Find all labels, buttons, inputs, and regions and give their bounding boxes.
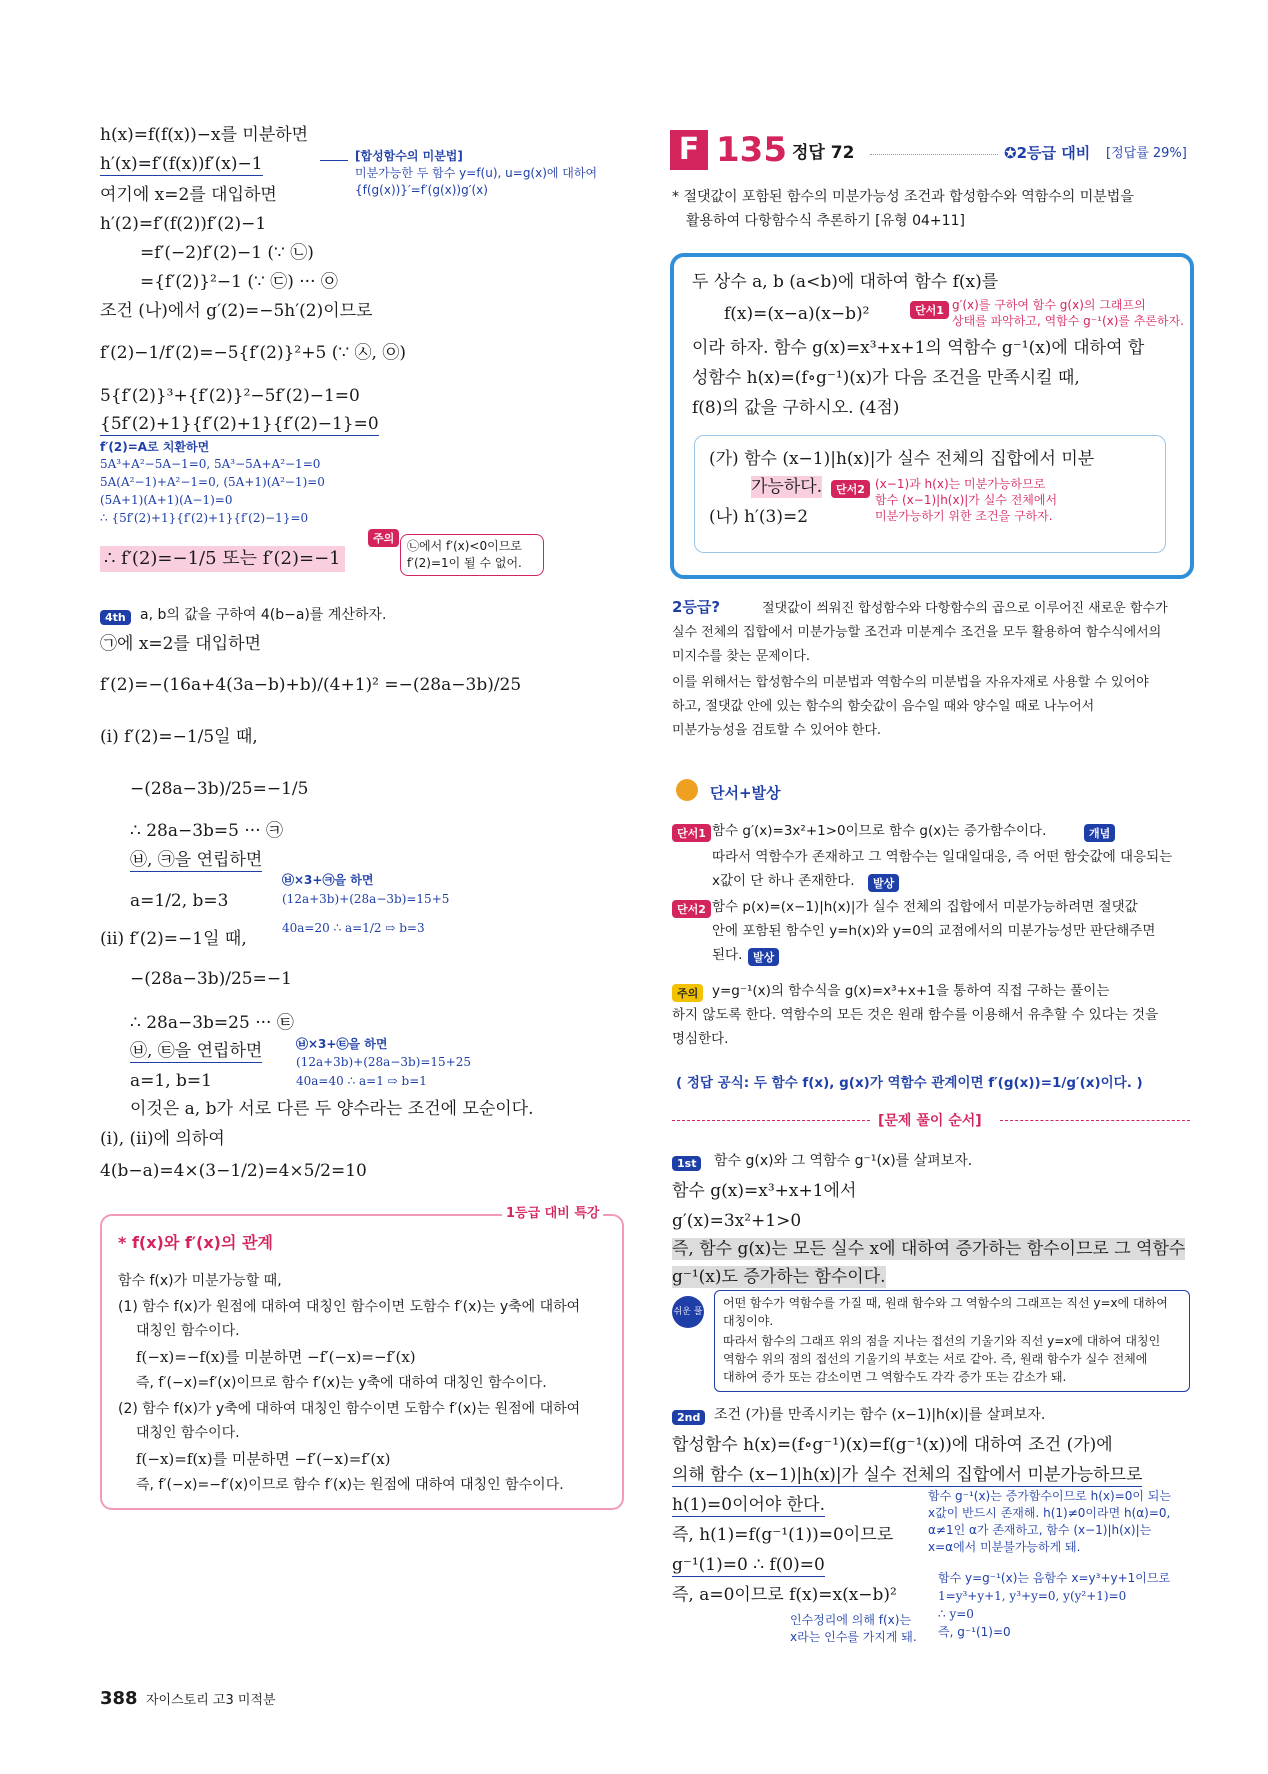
- clue-note: 함수 (x−1)|h(x)|가 실수 전체에서: [875, 493, 1058, 507]
- solution-line: 즉, 함수 g(x)는 모든 실수 x에 대하여 증가하는 함수이므로 그 역함수: [672, 1239, 1186, 1259]
- tip-line: 대칭인 함수이다.: [136, 1425, 240, 1441]
- side-note: 1=y³+y+1, y³+y=0, y(y²+1)=0: [938, 1589, 1127, 1603]
- sub-note: (5A+1)(A+1)(A−1)=0: [100, 493, 233, 507]
- easy-line: 어떤 함수가 역함수를 가질 때, 원래 함수와 그 역함수의 그래프는 직선 y=x에 대하여: [723, 1296, 1168, 1310]
- tip-line: (1) 함수 f(x)가 원점에 대하여 대칭인 함수이면 도함수 f′(x)는 y축에 대하여: [118, 1299, 581, 1315]
- side-note: x=α에서 미분불가능하게 돼.: [928, 1540, 1081, 1554]
- problem-number: 135: [716, 130, 787, 170]
- why-line: 절댓값이 씌워진 합성함수와 다항함수의 곱으로 이루어진 새로운 함수가: [762, 601, 1168, 616]
- tip-line: f(−x)=−f(x)를 미분하면 −f′(−x)=−f′(x): [136, 1348, 416, 1366]
- warning-tag: 주의: [672, 982, 703, 1002]
- easy-line: 역함수 위의 점의 접선의 기울기의 부호는 서로 같아. 즉, 원래 함수가 실수 전체에: [723, 1352, 1148, 1366]
- clue-line: 따라서 역함수가 존재하고 그 역함수는 일대일대응, 즉 어떤 함숫값에 대응되는: [712, 849, 1173, 865]
- eq-line: 4(b−a)=4×(3−1/2)=4×5/2=10: [100, 1161, 367, 1181]
- step-title: a, b의 값을 구하여 4(b−a)를 계산하자.: [140, 607, 387, 623]
- side-note: 40a=40 ∴ a=1 ⇨ b=1: [296, 1074, 427, 1088]
- answer-label: 정답 72: [792, 143, 855, 163]
- why-line: 이를 위해서는 합성함수의 미분법과 역함수의 미분법을 자유자재로 사용할 수 있어야: [672, 675, 1149, 690]
- eq-line: (i), (ii)에 의하여: [100, 1129, 225, 1149]
- tip-line: 함수 f(x)가 미분가능할 때,: [118, 1273, 282, 1289]
- page-number: 388: [100, 1688, 138, 1709]
- tip-line: f(−x)=f(x)를 미분하면 −f′(−x)=f′(x): [136, 1450, 391, 1468]
- why-line: 실수 전체의 집합에서 미분가능할 조건과 미분계수 조건을 모두 활용하여 함수식에서의: [672, 625, 1162, 640]
- eq-line: 이것은 a, b가 서로 다른 두 양수라는 조건에 모순이다.: [130, 1099, 534, 1119]
- clue-tag: 단서1: [910, 299, 949, 319]
- problem-badge: F: [670, 130, 708, 170]
- side-note: x값이 반드시 존재해. h(1)≠0이라면 h(α)=0,: [928, 1506, 1171, 1520]
- eq-line: −(28a−3b)/25=−1: [130, 969, 292, 989]
- solution-line: 함수 g(x)=x³+x+1에서: [672, 1181, 857, 1201]
- tip-line: 즉, f′(−x)=f′(x)이므로 함수 f′(x)는 y축에 대하여 대칭인 함수이다.: [136, 1375, 547, 1391]
- solution-line: g⁻¹(x)도 증가하는 함수이다.: [672, 1267, 886, 1287]
- eq-line: −(28a−3b)/25=−1/5: [130, 779, 309, 799]
- eq-line: ∴ 28a−3b=5 ··· ㉪: [130, 821, 284, 841]
- easy-solution-tag: 쉬운 풀이: [672, 1296, 704, 1328]
- eq-line: 5{f′(2)}³+{f′(2)}²−5f′(2)−1=0: [100, 386, 360, 406]
- order-title: [문제 풀이 순서]: [878, 1113, 982, 1129]
- easy-line: 대칭이야.: [723, 1314, 774, 1328]
- question-line: 두 상수 a, b (a<b)에 대하여 함수 f(x)를: [692, 272, 999, 292]
- eq-line: ={f′(2)}²−1 (∵ ㉢) ··· ㉧: [140, 272, 338, 292]
- clue-note: g′(x)를 구하여 함수 g(x)의 그래프의: [952, 298, 1146, 312]
- why-line: 미지수를 찾는 문제이다.: [672, 649, 810, 664]
- connector-line: [320, 160, 348, 161]
- eq-line: a=1, b=1: [130, 1071, 212, 1091]
- idea-tag: 발상: [868, 872, 899, 892]
- dashed-divider: [1000, 1120, 1190, 1121]
- side-note: (12a+3b)+(28a−3b)=15+5: [282, 892, 450, 906]
- dashed-divider: [672, 1120, 870, 1121]
- step-tag: 1st: [672, 1152, 701, 1171]
- side-note: 즉, g⁻¹(1)=0: [938, 1625, 1011, 1639]
- book-title: 자이스토리 고3 미적분: [146, 1693, 276, 1708]
- clue-note: (x−1)과 h(x)는 미분가능하므로: [875, 477, 1046, 491]
- tip-box: [100, 1206, 624, 1510]
- solution-line: 즉, h(1)=f(g⁻¹(1))=0이므로: [672, 1525, 894, 1545]
- eq-line: 여기에 x=2를 대입하면: [100, 185, 277, 205]
- warning-line: 하지 않도록 한다. 역함수의 모든 것은 원래 함수를 이용해서 유추할 수 있다는 것을: [672, 1007, 1159, 1023]
- why-title: 2등급?: [672, 598, 721, 616]
- tip-line: (2) 함수 f(x)가 y축에 대하여 대칭인 함수이면 도함수 f′(x)는 원점에 대하여: [118, 1401, 581, 1417]
- sub-note: 5A³+A²−5A−1=0, 5A³−5A+A²−1=0: [100, 457, 321, 471]
- eq-line: =f′(−2)f′(2)−1 (∵ ㉡): [140, 243, 314, 263]
- condition-box: [694, 435, 1166, 553]
- eq-line: (i) f′(2)=−1/5일 때,: [100, 727, 258, 747]
- step-tag: 4th: [100, 606, 131, 625]
- eq-line: ㉥, ㉪을 연립하면: [130, 850, 263, 870]
- warning-text: ㉡에서 f′(x)<0이므로: [407, 539, 522, 553]
- clue-tag: 단서2: [831, 478, 870, 498]
- clue-tag: 단서1: [672, 822, 711, 842]
- warning-tag: 주의: [368, 527, 399, 547]
- side-note: 40a=20 ∴ a=1/2 ⇨ b=3: [282, 921, 425, 935]
- solution-line: 합성함수 h(x)=(f∘g⁻¹)(x)=f(g⁻¹(x))에 대하여 조건 (가)에: [672, 1435, 1113, 1455]
- step-title: 조건 (가)를 만족시키는 함수 (x−1)|h(x)|를 살펴보자.: [714, 1407, 1046, 1423]
- clue-line: 안에 포함된 함수인 y=h(x)와 y=0의 교점에서의 미분가능성만 판단해주면: [712, 923, 1156, 939]
- tip-box-title: * f(x)와 f′(x)의 관계: [118, 1233, 273, 1252]
- formula-line: ( 정답 공식: 두 함수 f(x), g(x)가 역함수 관계이면 f′(g(x))=1/g′(x)이다. ): [676, 1075, 1143, 1091]
- question-box: [670, 253, 1194, 579]
- warning-line: y=g⁻¹(x)의 함수식을 g(x)=x³+x+1을 통하여 직접 구하는 풀이는: [712, 983, 1110, 999]
- side-note: ㉥×3+㉪을 하면: [282, 873, 374, 887]
- rate-label: [정답률 29%]: [1106, 146, 1187, 161]
- question-line: f(x)=(x−a)(x−b)²: [724, 304, 870, 324]
- clue-tag: 단서2: [672, 898, 711, 918]
- side-note-title: [합성함수의 미분법]: [355, 149, 463, 163]
- eq-line: h′(2)=f′(f(2))f′(2)−1: [100, 214, 267, 234]
- clue-line: x값이 단 하나 존재한다.: [712, 873, 855, 889]
- solution-line: h(1)=0이어야 한다.: [672, 1495, 826, 1515]
- eq-line: 조건 (나)에서 g′(2)=−5h′(2)이므로: [100, 301, 373, 321]
- tip-line: 즉, f′(−x)=−f′(x)이므로 함수 f′(x)는 원점에 대하여 대칭인 함수이다.: [136, 1477, 564, 1493]
- dotted-leader: [870, 154, 998, 155]
- warning-line: 명심한다.: [672, 1031, 729, 1047]
- eq-line: ㉠에 x=2를 대입하면: [100, 634, 261, 654]
- result-line: ∴ f′(2)=−1/5 또는 f′(2)=−1: [100, 546, 345, 572]
- easy-line: 대하여 증가 또는 감소이면 그 역함수도 각각 증가 또는 감소가 돼.: [723, 1370, 1067, 1384]
- question-line: f(8)의 값을 구하시오. (4점): [692, 398, 900, 418]
- side-note: {f(g(x))}′=f′(g(x))g′(x): [355, 183, 488, 197]
- intro-line: * 절댓값이 포함된 함수의 미분가능성 조건과 합성함수와 역함수의 미분법을: [672, 189, 1134, 205]
- warning-text: f′(2)=1이 될 수 없어.: [407, 556, 522, 570]
- clue-section-title: 단서+발상: [710, 784, 781, 802]
- idea-tag: 발상: [748, 946, 779, 966]
- question-line: 성함수 h(x)=(f∘g⁻¹)(x)가 다음 조건을 만족시킬 때,: [692, 368, 1080, 388]
- solution-line: g′(x)=3x²+1>0: [672, 1211, 802, 1231]
- side-note: x라는 인수를 가지게 돼.: [790, 1630, 917, 1644]
- step-title: 함수 g(x)와 그 역함수 g⁻¹(x)를 살펴보자.: [714, 1153, 973, 1169]
- side-note: ∴ y=0: [938, 1607, 974, 1621]
- sub-note: ∴ {5f′(2)+1}{f′(2)+1}{f′(2)−1}=0: [100, 511, 309, 525]
- eq-line: a=1/2, b=3: [130, 891, 229, 911]
- grade-label: [1004, 142, 1090, 164]
- side-note: α≠1인 α가 존재하고, 함수 (x−1)|h(x)|는: [928, 1523, 1152, 1537]
- eq-line: ∴ 28a−3b=25 ··· ㉫: [130, 1013, 294, 1033]
- side-note: 함수 g⁻¹(x)는 증가함수이므로 h(x)=0이 되는: [928, 1489, 1171, 1503]
- clue-note: 상태를 파악하고, 역함수 g⁻¹(x)를 추론하자.: [952, 314, 1184, 328]
- warning-box: [400, 534, 544, 576]
- sub-note: 5A(A²−1)+A²−1=0, (5A+1)(A²−1)=0: [100, 475, 325, 489]
- side-note: 미분가능한 두 함수 y=f(u), u=g(x)에 대하여: [355, 166, 598, 180]
- tip-line: 대칭인 함수이다.: [136, 1323, 240, 1339]
- eq-line: h(x)=f(f(x))−x를 미분하면: [100, 125, 309, 145]
- question-line: 이라 하자. 함수 g(x)=x³+x+1의 역함수 g⁻¹(x)에 대하여 합: [692, 338, 1145, 358]
- eq-line: ㉥, ㉫을 연립하면: [130, 1041, 263, 1061]
- eq-line: f′(2)=−(16a+4(3a−b)+b)/(4+1)² =−(28a−3b)/25: [100, 675, 522, 695]
- eq-line: h′(x)=f′(f(x))f′(x)−1: [100, 154, 263, 174]
- concept-tag: 개념: [1084, 822, 1115, 842]
- easy-line: 따라서 함수의 그래프 위의 점을 지나는 접선의 기울기와 직선 y=x에 대하여 대칭인: [723, 1334, 1161, 1348]
- condition-line: (가) 함수 (x−1)|h(x)|가 실수 전체의 집합에서 미분: [709, 449, 1095, 469]
- side-note: 함수 y=g⁻¹(x)는 음함수 x=y³+y+1이므로: [938, 1571, 1171, 1585]
- grade-text: 2등급 대비: [1016, 144, 1091, 162]
- eq-line: (ii) f′(2)=−1일 때,: [100, 929, 247, 949]
- side-note: 인수정리에 의해 f(x)는: [790, 1613, 912, 1627]
- clue-note: 미분가능하기 위한 조건을 구하자.: [875, 509, 1053, 523]
- sub-note-title: f′(2)=A로 치환하면: [100, 440, 210, 454]
- clue-line: 함수 g′(x)=3x²+1>0이므로 함수 g(x)는 증가함수이다.: [712, 823, 1047, 839]
- condition-line: (나) h′(3)=2: [709, 507, 809, 527]
- lightbulb-icon: [676, 779, 698, 801]
- side-note: ㉥×3+㉫을 하면: [296, 1037, 388, 1051]
- why-line: 하고, 절댓값 안에 있는 함수의 함숫값이 음수일 때와 양수일 때로 나누어서: [672, 699, 1095, 714]
- clue-line: 된다.: [712, 947, 743, 963]
- clue-line: 함수 p(x)=(x−1)|h(x)|가 실수 전체의 집합에서 미분가능하려면 절댓값: [712, 899, 1138, 915]
- tip-box-tag: 1등급 대비 특강: [502, 1202, 603, 1221]
- easy-solution-box: [714, 1290, 1190, 1392]
- eq-line: f′(2)−1/f′(2)=−5{f′(2)}²+5 (∵ ㉦, ㉧): [100, 343, 406, 363]
- side-note: (12a+3b)+(28a−3b)=15+25: [296, 1055, 472, 1069]
- intro-line: 활용하여 다항함수식 추론하기 [유형 04+11]: [686, 213, 965, 229]
- condition-line: 가능하다.: [751, 477, 823, 497]
- solution-line: 의해 함수 (x−1)|h(x)|가 실수 전체의 집합에서 미분가능하므로: [672, 1465, 1143, 1485]
- star-icon: ✪: [1004, 144, 1017, 162]
- solution-line: 즉, a=0이므로 f(x)=x(x−b)²: [672, 1585, 897, 1605]
- why-line: 미분가능성을 검토할 수 있어야 한다.: [672, 723, 882, 738]
- step-tag: 2nd: [672, 1406, 705, 1425]
- solution-line: g⁻¹(1)=0 ∴ f(0)=0: [672, 1555, 825, 1575]
- eq-line: {5f′(2)+1}{f′(2)+1}{f′(2)−1}=0: [100, 414, 379, 434]
